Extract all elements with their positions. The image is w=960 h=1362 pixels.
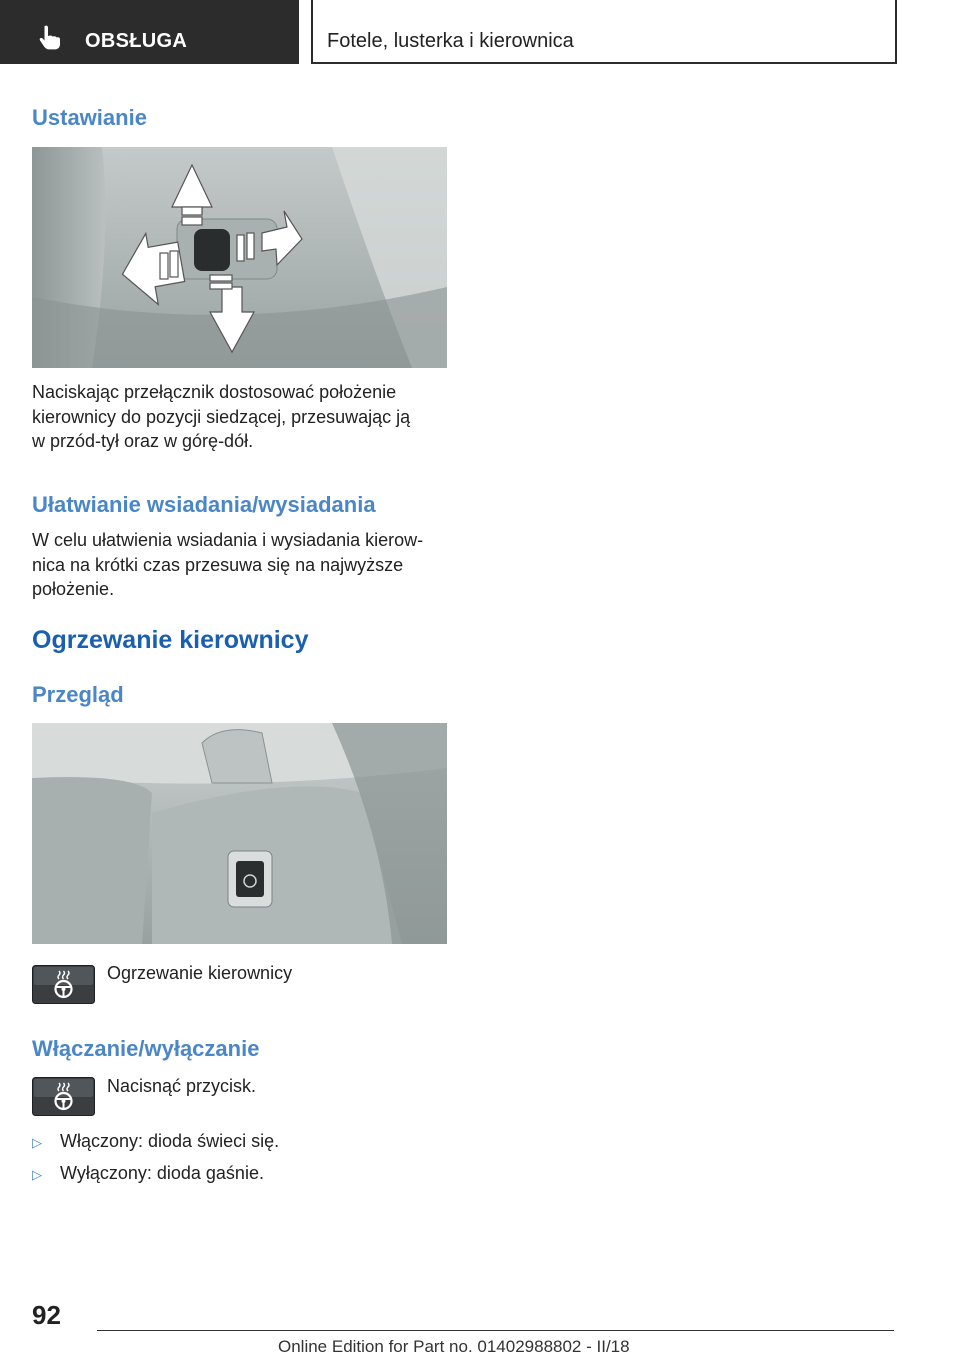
- list-item: ▷ Włączony: dioda świeci się.: [32, 1131, 280, 1151]
- press-instruction: Nacisnąć przycisk.: [107, 1076, 257, 1096]
- heated-steering-wheel-icon: [32, 965, 95, 1004]
- heading-easy-entry: Ułatwianie wsiadania/wysiadania: [32, 492, 376, 517]
- page-number: 92: [32, 1300, 61, 1330]
- heading-overview: Przegląd: [32, 682, 124, 707]
- bullet-triangle-icon: ▷: [32, 1167, 42, 1182]
- heated-steering-wheel-button-icon: [32, 1077, 95, 1116]
- section-title: OBSŁUGA: [85, 30, 188, 52]
- adjust-paragraph: Naciskając przełącznik dostosować położenie kierownicy do pozycji siedzącej, przesuwając ją w przód-tył oraz w górę-dół.: [32, 382, 411, 451]
- heading-adjust: Ustawianie: [32, 105, 147, 130]
- heading-steering-heating: Ogrzewanie kierownicy: [32, 626, 309, 654]
- footer-divider: [97, 1330, 894, 1331]
- chapter-tab: [311, 0, 897, 64]
- section-tab: [0, 0, 299, 64]
- edition-info: Online Edition for Part no. 01402988802 - II/18: [278, 1337, 630, 1356]
- easy-entry-paragraph: W celu ułatwienia wsiadania i wysiadania kierow- nica na krótki czas przesuwa się na najwyższe położenie.: [32, 530, 424, 599]
- chapter-title: Fotele, lusterka i kierownica: [327, 30, 574, 52]
- list-item: ▷ Wyłączony: dioda gaśnie.: [32, 1163, 264, 1183]
- hand-pointer-icon: [38, 24, 64, 50]
- bullet-triangle-icon: ▷: [32, 1135, 42, 1150]
- heading-on-off: Włączanie/wyłączanie: [32, 1036, 260, 1061]
- icon-caption: Ogrzewanie kierownicy: [107, 963, 293, 983]
- steering-column-adjust-photo: [32, 147, 447, 368]
- steering-heating-photo: [32, 723, 447, 944]
